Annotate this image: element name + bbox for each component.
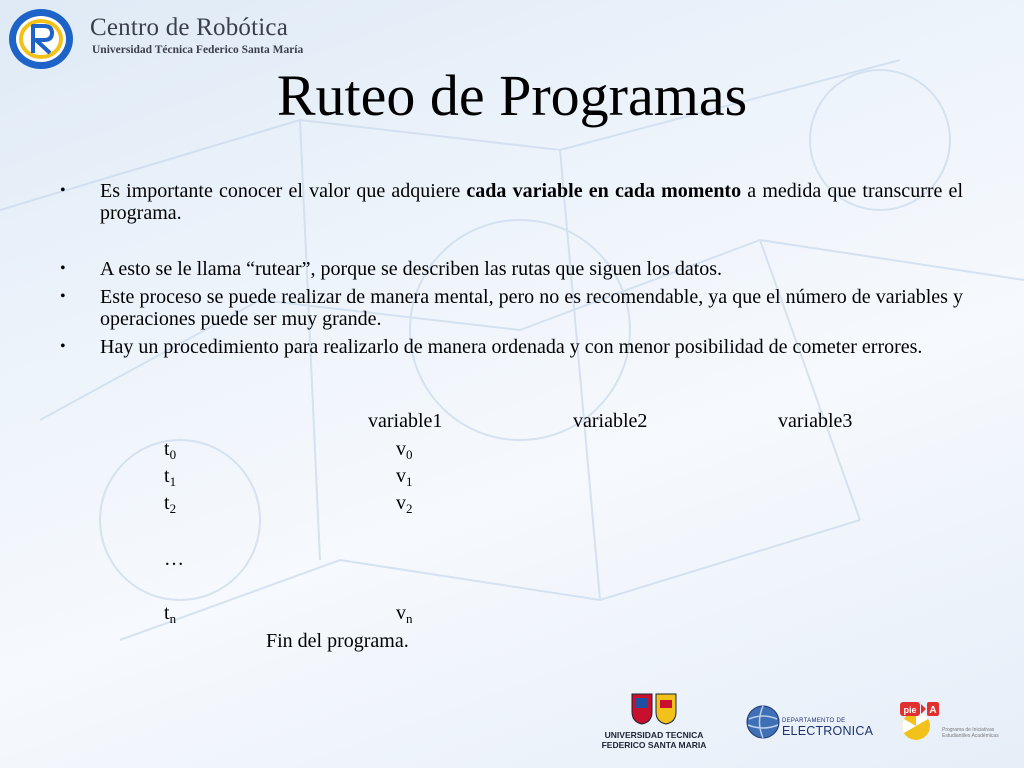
value-symbol: v (396, 492, 406, 514)
piea-badge-right: A (929, 705, 937, 716)
electronics-globe-icon (746, 705, 780, 739)
time-label (164, 492, 176, 515)
value-cell (396, 492, 413, 515)
end-of-program-label: Fin del programa. (266, 630, 409, 652)
university-line: FEDERICO SANTA MARIA (601, 740, 707, 750)
value-subscript: 2 (406, 501, 413, 516)
bullet-dot: • (60, 182, 66, 199)
bullet-text-bold: cada variable en cada momento (466, 180, 742, 202)
bullet-text-part: a medida que transcurre el programa. (100, 180, 963, 224)
time-subscript: n (169, 611, 177, 626)
value-symbol: v (396, 602, 406, 624)
bullet-dot: • (60, 338, 66, 355)
time-symbol: t (164, 465, 170, 487)
time-label (164, 465, 176, 488)
value-cell (396, 438, 413, 461)
bullet-text: A esto se le llama “rutear”, porque se describen las rutas que siguen los datos. (100, 258, 723, 280)
piea-line: Estudiantiles Académicas (942, 733, 999, 739)
value-cell (396, 465, 413, 488)
brand-subtitle: Universidad Técnica Federico Santa María (92, 44, 304, 56)
bullet-text (100, 180, 963, 224)
time-label (164, 602, 176, 625)
piea-badge-left: pie (903, 705, 917, 715)
university-line: UNIVERSIDAD TECNICA (604, 730, 704, 740)
time-label (164, 438, 176, 461)
department-label: DEPARTAMENTO DE (782, 718, 846, 724)
value-subscript: n (406, 611, 413, 626)
ellipsis: … (164, 548, 184, 570)
time-subscript: 0 (169, 447, 177, 462)
bullet-dot: • (60, 260, 66, 277)
value-subscript: 0 (406, 447, 413, 462)
slide-title: Ruteo de Programas (276, 63, 748, 128)
value-subscript: 1 (406, 474, 413, 489)
piea-line: Programa de Iniciativas (942, 727, 995, 733)
department-name: ELECTRONICA (782, 724, 874, 738)
time-symbol: t (164, 492, 170, 514)
value-symbol: v (396, 438, 406, 460)
column-header-variable3: variable3 (778, 410, 853, 432)
bullet-dot: • (60, 288, 66, 305)
column-header-variable1: variable1 (368, 410, 443, 432)
university-name (598, 730, 710, 750)
time-subscript: 2 (169, 501, 177, 516)
column-header-variable2: variable2 (573, 410, 648, 432)
time-subscript: 1 (169, 474, 177, 489)
value-symbol: v (396, 465, 406, 487)
bullet-text: Hay un procedimiento para realizarlo de manera ordenada y con menor posibilidad de cometer errores. (100, 336, 923, 358)
bullet-text-part: Es importante conocer el valor que adquiere (100, 180, 467, 202)
piea-description (942, 727, 1022, 739)
time-symbol: t (164, 438, 170, 460)
bullet-text: Este proceso se puede realizar de manera mental, pero no es recomendable, ya que el número de variables y operaciones puede ser muy grande. (100, 286, 963, 330)
brand-title: Centro de Robótica (90, 14, 288, 41)
time-symbol: t (164, 602, 170, 624)
piea-logo-icon (896, 698, 942, 742)
university-shields-icon (630, 692, 678, 726)
value-cell (396, 602, 413, 625)
